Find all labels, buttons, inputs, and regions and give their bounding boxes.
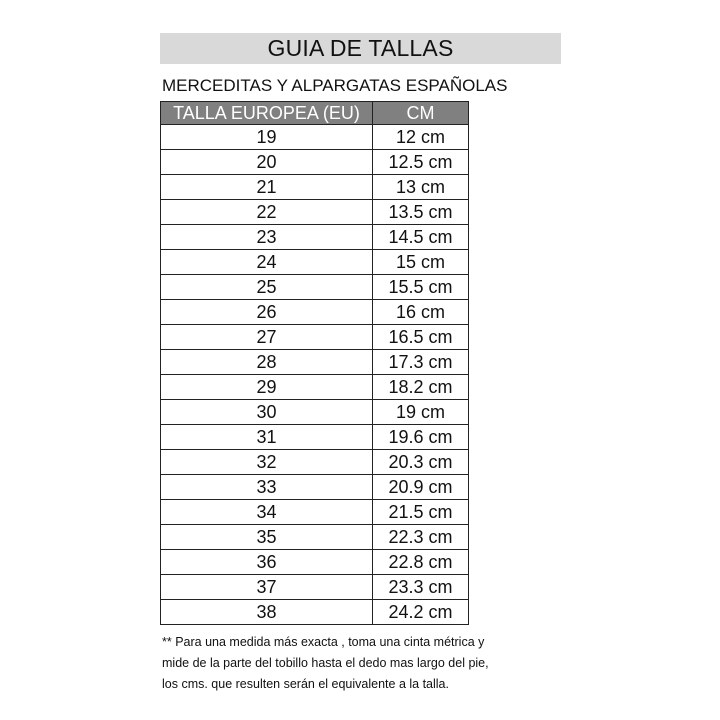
- eu-size-cell: 29: [161, 375, 373, 400]
- table-row: [161, 350, 469, 375]
- table-row: [161, 150, 469, 175]
- eu-size-cell: 34: [161, 500, 373, 525]
- table-row: [161, 300, 469, 325]
- cm-cell: 22.3 cm: [373, 525, 469, 550]
- table-row: [161, 475, 469, 500]
- eu-size-cell: 19: [161, 125, 373, 150]
- table-row: [161, 425, 469, 450]
- cm-cell: 19.6 cm: [373, 425, 469, 450]
- eu-size-cell: 28: [161, 350, 373, 375]
- table-header-row: [161, 102, 469, 125]
- table-row: [161, 525, 469, 550]
- cm-cell: 22.8 cm: [373, 550, 469, 575]
- cm-cell: 20.3 cm: [373, 450, 469, 475]
- eu-size-cell: 25: [161, 275, 373, 300]
- cm-cell: 16 cm: [373, 300, 469, 325]
- table-row: [161, 125, 469, 150]
- page-title-text: GUIA DE TALLAS: [267, 35, 454, 61]
- table-row: [161, 375, 469, 400]
- table-row: [161, 225, 469, 250]
- eu-size-cell: 30: [161, 400, 373, 425]
- table-row: [161, 275, 469, 300]
- cm-cell: 13.5 cm: [373, 200, 469, 225]
- eu-size-cell: 33: [161, 475, 373, 500]
- eu-size-cell: 24: [161, 250, 373, 275]
- size-table: [160, 101, 469, 625]
- cm-cell: 19 cm: [373, 400, 469, 425]
- eu-size-cell: 35: [161, 525, 373, 550]
- table-row: [161, 200, 469, 225]
- subtitle: MERCEDITAS Y ALPARGATAS ESPAÑOLAS: [162, 76, 508, 95]
- footnote-line: ** Para una medida más exacta , toma una cinta métrica y: [162, 635, 485, 649]
- cm-cell: 23.3 cm: [373, 575, 469, 600]
- header-eu-size: TALLA EUROPEA (EU): [161, 102, 373, 125]
- table-row: [161, 600, 469, 625]
- cm-cell: 13 cm: [373, 175, 469, 200]
- cm-cell: 16.5 cm: [373, 325, 469, 350]
- eu-size-cell: 22: [161, 200, 373, 225]
- eu-size-cell: 36: [161, 550, 373, 575]
- eu-size-cell: 27: [161, 325, 373, 350]
- cm-cell: 24.2 cm: [373, 600, 469, 625]
- table-row: [161, 575, 469, 600]
- eu-size-cell: 31: [161, 425, 373, 450]
- table-row: [161, 500, 469, 525]
- cm-cell: 12.5 cm: [373, 150, 469, 175]
- cm-cell: 15 cm: [373, 250, 469, 275]
- footnote-line: los cms. que resulten serán el equivalente a la talla.: [162, 677, 449, 691]
- cm-cell: 15.5 cm: [373, 275, 469, 300]
- eu-size-cell: 38: [161, 600, 373, 625]
- cm-cell: 12 cm: [373, 125, 469, 150]
- size-table-body: [161, 125, 469, 625]
- cm-cell: 14.5 cm: [373, 225, 469, 250]
- eu-size-cell: 37: [161, 575, 373, 600]
- eu-size-cell: 21: [161, 175, 373, 200]
- cm-cell: 20.9 cm: [373, 475, 469, 500]
- eu-size-cell: 20: [161, 150, 373, 175]
- footnote: [162, 632, 562, 695]
- table-row: [161, 250, 469, 275]
- page-title: [160, 33, 561, 64]
- cm-cell: 17.3 cm: [373, 350, 469, 375]
- table-row: [161, 450, 469, 475]
- table-row: [161, 325, 469, 350]
- table-row: [161, 400, 469, 425]
- footnote-line: mide de la parte del tobillo hasta el dedo mas largo del pie,: [162, 656, 489, 670]
- eu-size-cell: 26: [161, 300, 373, 325]
- cm-cell: 21.5 cm: [373, 500, 469, 525]
- table-row: [161, 175, 469, 200]
- eu-size-cell: 23: [161, 225, 373, 250]
- cm-cell: 18.2 cm: [373, 375, 469, 400]
- header-cm: CM: [373, 102, 469, 125]
- eu-size-cell: 32: [161, 450, 373, 475]
- table-row: [161, 550, 469, 575]
